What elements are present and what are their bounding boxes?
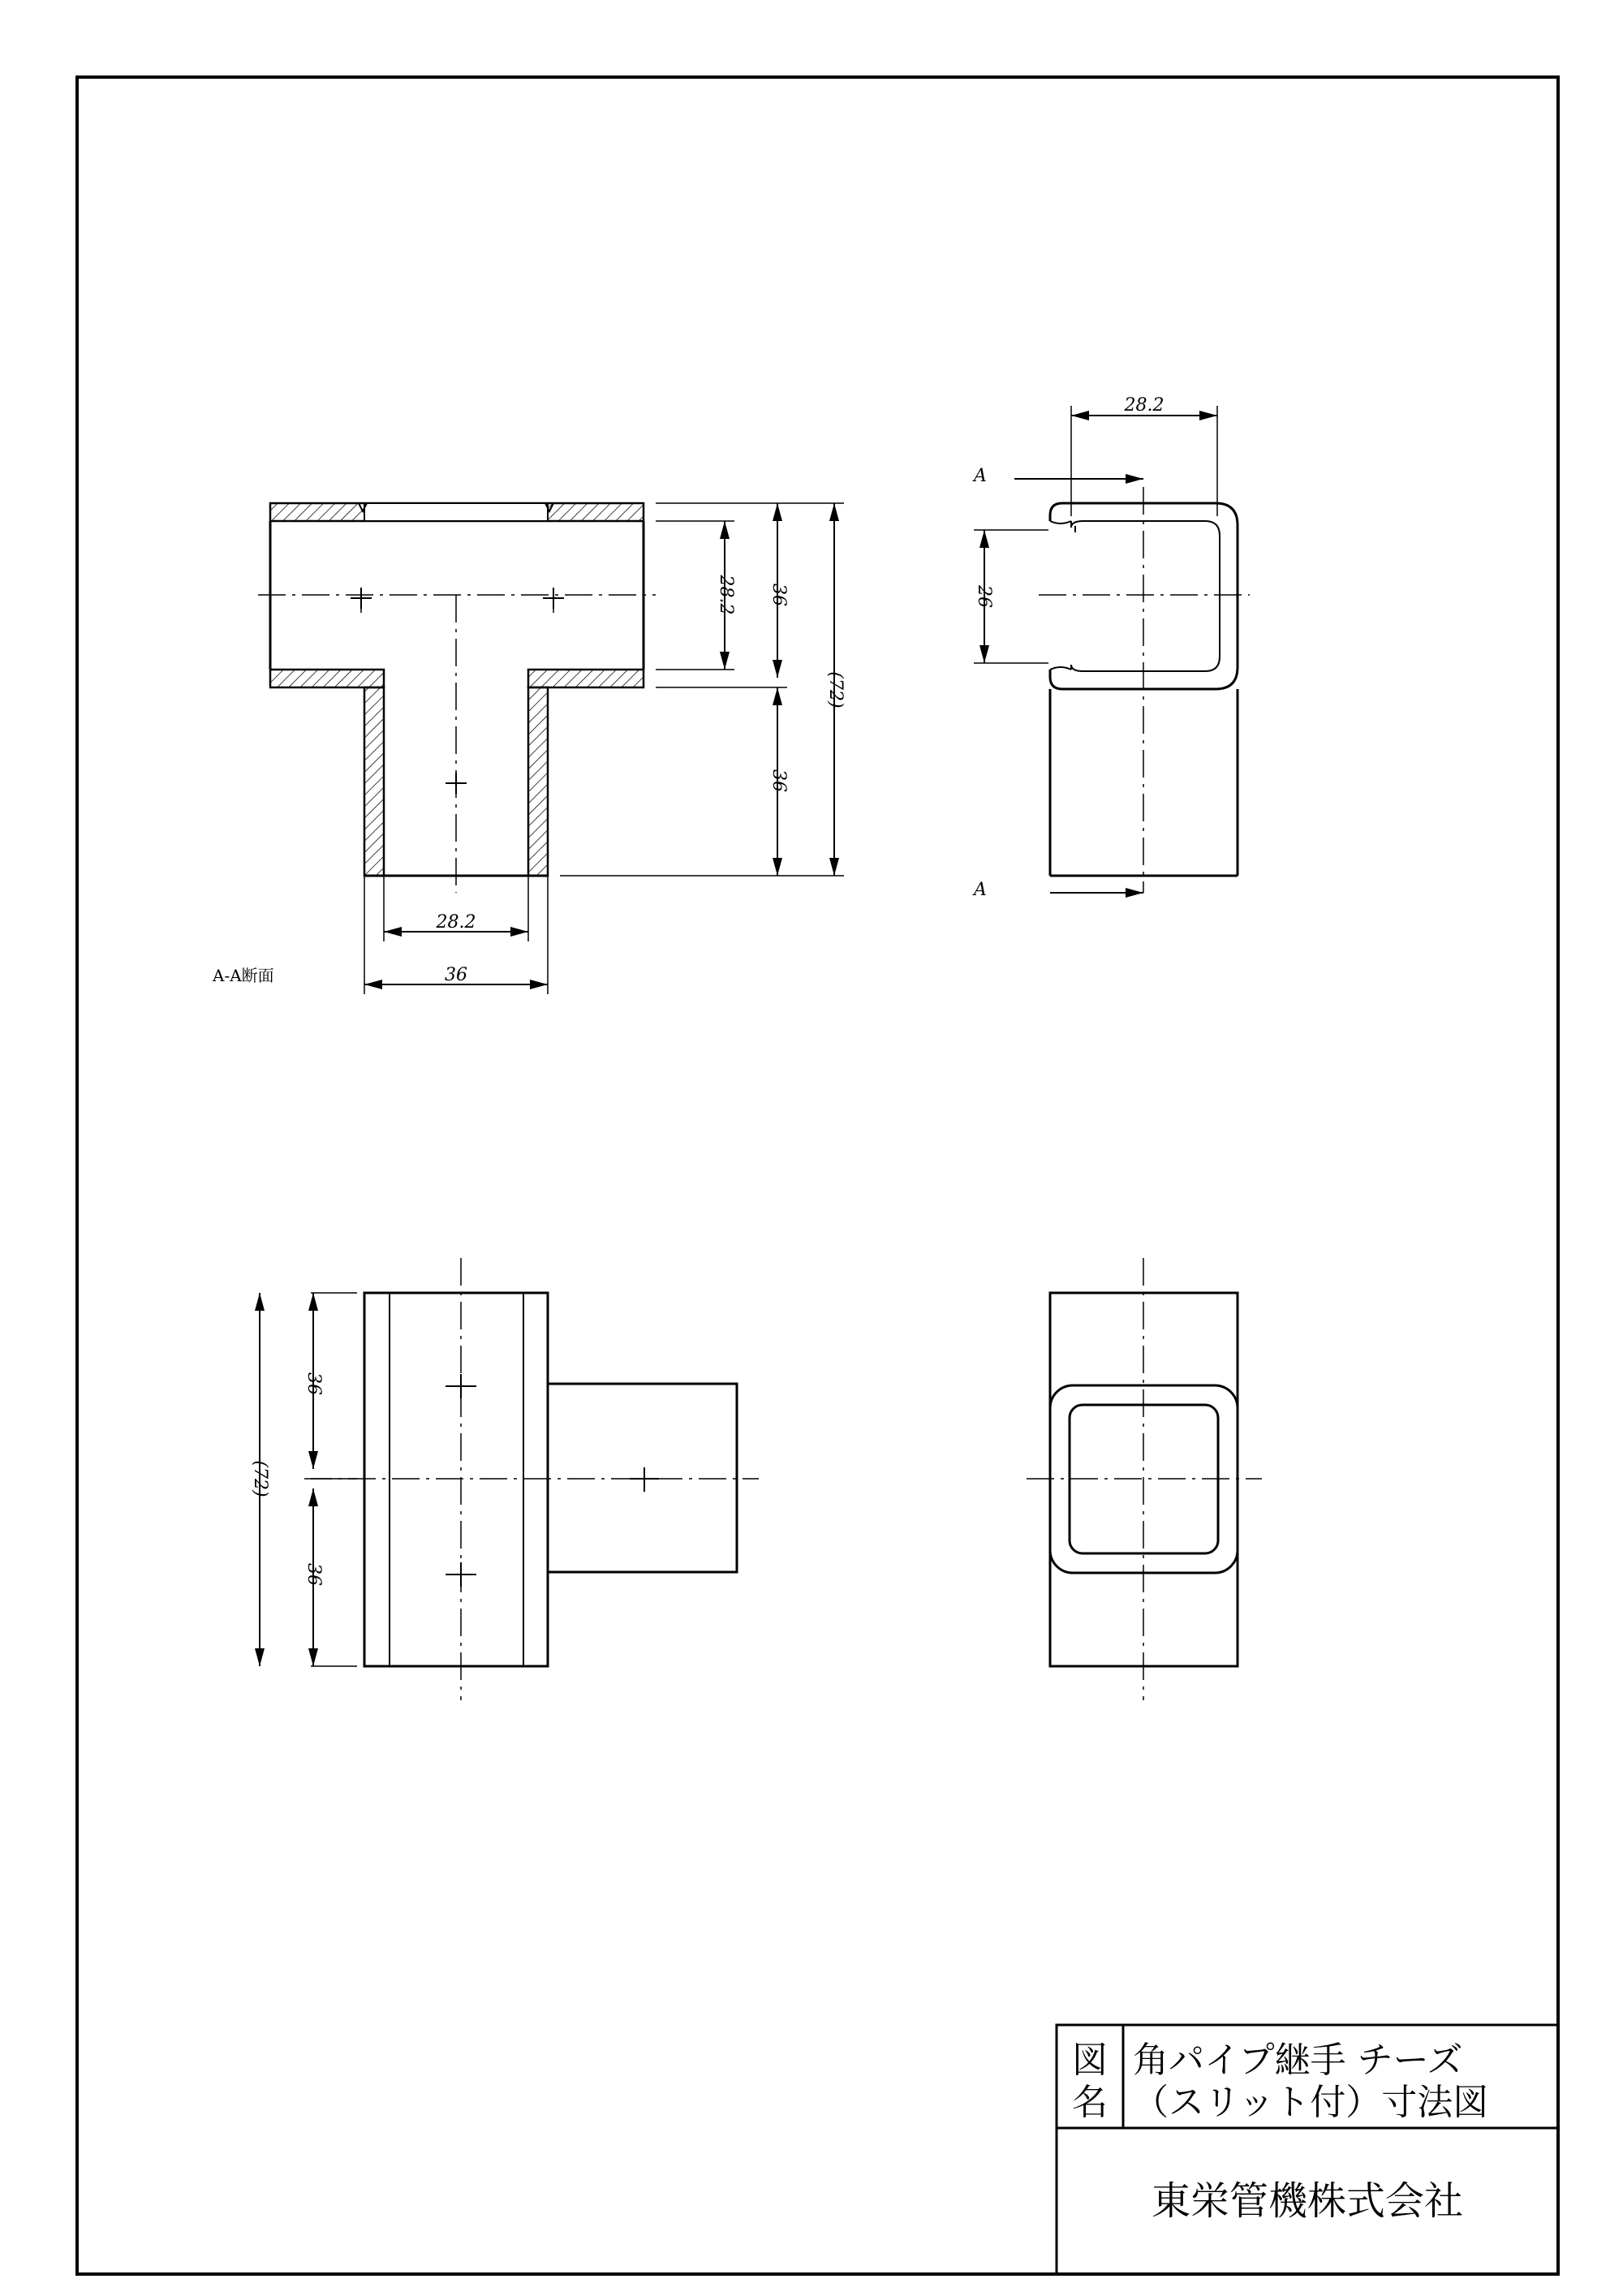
dim-upper-height: 36 <box>768 584 789 606</box>
front-view <box>250 1258 759 1700</box>
company-name: 東栄管機株式会社 <box>1151 2178 1464 2224</box>
dim-total-height: (72) <box>825 671 846 709</box>
section-bottom-wall-left <box>270 670 384 687</box>
dim-slit-height: 26 <box>974 585 994 608</box>
section-branch-wall-right <box>528 687 548 876</box>
dim-inner-height: 28.2 <box>716 575 736 615</box>
title-block-label-2: 名 <box>1072 2082 1108 2123</box>
section-branch-wall-left <box>364 687 384 876</box>
section-slit <box>364 503 548 521</box>
dim-inner-width: 28.2 <box>436 912 476 933</box>
section-mark-top: A <box>974 466 987 486</box>
dim-outer-width: 36 <box>445 965 467 985</box>
title-block <box>1057 2025 1558 2274</box>
side-inner-profile <box>1071 521 1220 671</box>
title-block-label-1: 図 <box>1072 2040 1108 2081</box>
drawing-title-line-2: （スリット付）寸法図 <box>1133 2082 1489 2123</box>
dim-side-width: 28.2 <box>1124 395 1165 416</box>
section-view <box>212 503 846 994</box>
section-bottom-wall-right <box>528 670 644 687</box>
end-view <box>1027 1258 1262 1700</box>
dim-front-total: (72) <box>250 1460 270 1497</box>
section-caption: A-A断面 <box>213 966 274 985</box>
side-view <box>972 395 1250 900</box>
drawing-title-line-1: 角パイプ継手 チーズ <box>1133 2040 1463 2081</box>
section-mark-bottom: A <box>974 880 987 900</box>
dim-front-lower: 36 <box>304 1563 324 1586</box>
dim-lower-height: 36 <box>768 769 789 792</box>
drawing-border <box>77 77 1558 2274</box>
dim-front-upper: 36 <box>304 1372 324 1395</box>
front-main-body <box>364 1293 548 1666</box>
